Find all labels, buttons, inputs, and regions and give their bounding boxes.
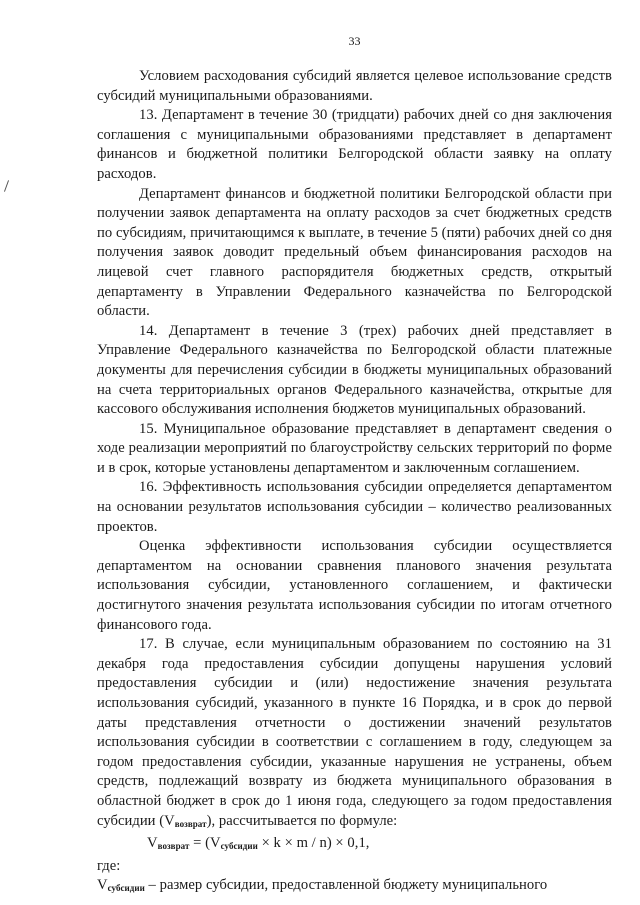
paragraph-17-tail: ), рассчитывается по формуле: xyxy=(206,812,398,829)
paragraph: 14. Департамент в течение 3 (трех) рабочих дней представляет в Управление Федерального казначейства по Белгородской области платежные документы для перечисления субсидии в бюджеты муниципальных образований на счета территориальных органов Федерального казначейства, открытые для кассового обслуживания исполнения бюджетов муниципальных образований. xyxy=(97,322,612,418)
paragraph: 13. Департамент в течение 30 (тридцати) рабочих дней со дня заключения соглашения с муниципальными образованиями представляет в департамент финансов и бюджетной политики Белгородской области заявку на оплату расходов. xyxy=(97,107,612,182)
page-number: 33 xyxy=(348,34,361,48)
formula-eq-open: = (V xyxy=(189,835,221,852)
definition-v: V xyxy=(97,877,108,894)
definition xyxy=(97,876,612,899)
definition-text: – размер субсидии, предоставленной бюджету муниципального xyxy=(144,877,548,894)
paragraph: Условием расходования субсидий является целевое использование средств субсидий муниципальными образованиями. xyxy=(97,68,612,104)
margin-mark xyxy=(4,180,9,192)
paragraph: 16. Эффективность использования субсидии определяется департаментом на основании результатов использования субсидии – количество реализованных проектов. xyxy=(97,479,612,535)
paragraph-17-text: 17. В случае, если муниципальным образованием по состоянию на 31 декабря года предоставления субсидии допущены нарушения условий предоставления субсидии и (или) недостижение значения результата использования субсидий, указанного в пункте 16 Порядка, и в срок до первой даты представления отчетности о достижении значений результатов использования субсидии в соответствии с соглашением в году, следующем за годом предоставления субсидии, указанные нарушения не устранены, объем средств, подлежащий возврату из бюджета муниципального образования в областной бюджет в срок до 1 июня года, следующего за годом предоставления субсидии (V xyxy=(97,636,612,829)
formula-v-subscript: возврат xyxy=(157,841,190,852)
paragraph: 15. Муниципальное образование представляет в департамент сведения о ходе реализации мероприятий по благоустройству сельских территорий по форме и в срок, которые установлены департаментом и заключенным соглашением. xyxy=(97,420,612,476)
paragraph-17 xyxy=(97,635,612,834)
v-return-subscript: возврат xyxy=(174,818,207,829)
formula-rest: × k × m / n) × 0,1, xyxy=(257,835,370,852)
paragraph: Оценка эффективности использования субсидии осуществляется департаментом на основании сравнения планового значения результата использования субсидии, установленного соглашением, и фактически достигнутого значения результата использования субсидии по итогам отчетного финансового года. xyxy=(97,538,612,633)
where-label: где: xyxy=(97,857,121,874)
paragraph: Департамент финансов и бюджетной политики Белгородской области при получении заявок департамента на оплату расходов за счет бюджетных средств по субсидиям, причитающимся к выплате, в течение 5 (пяти) рабочих дней со дня получения заявок доводит предельный объем финансирования расходов на лицевой счет главного распорядителя бюджетных средств, открытый департаменту в Управлении Федерального казначейства по Белгородской области. xyxy=(97,185,612,320)
formula-v: V xyxy=(147,835,158,852)
formula-subsidy-subscript: субсидии xyxy=(220,841,258,852)
document-body xyxy=(97,67,612,899)
definition-subscript: субсидии xyxy=(107,883,145,894)
formula xyxy=(97,834,612,857)
